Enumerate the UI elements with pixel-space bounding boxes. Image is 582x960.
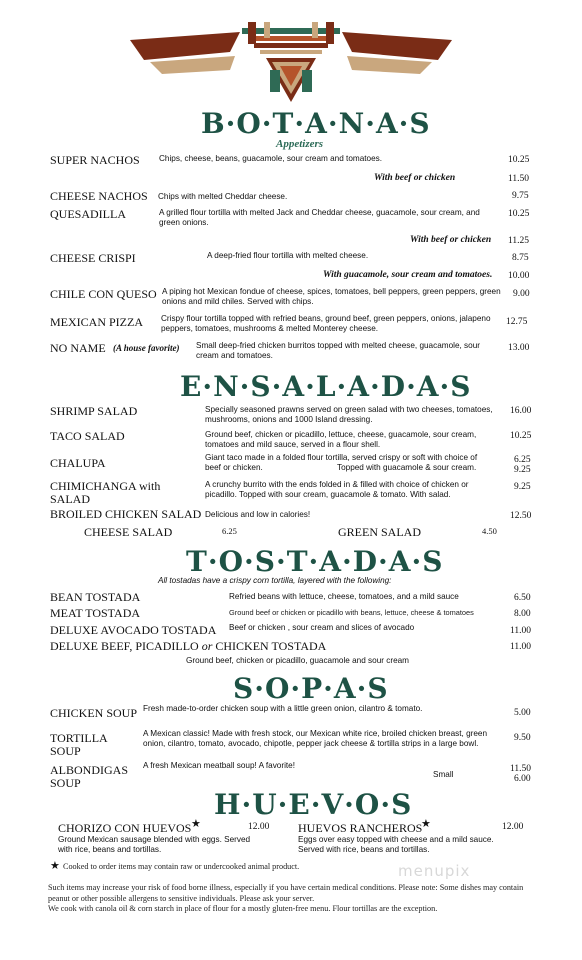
item-description: Fresh made-to-order chicken soup with a little green onion, cilantro & tomato. [143, 704, 423, 713]
item-description: A Mexican classic! Made with fresh stock, our Mexican white rice, broiled chicken breast, green onion, cilantro, tomato, avocado, chipotle, pepper jack cheese & tortilla strips in a large bowl. [143, 729, 488, 748]
item-name: QUESADILLA [50, 207, 126, 221]
item-description: Chips, cheese, beans, guacamole, sour cream and tomatoes. [159, 154, 383, 163]
item-description: Ground beef, chicken or picadillo, guacamole and sour cream [186, 656, 410, 665]
item-price: 8.00 [514, 609, 531, 619]
item-description: Giant taco made in a folded flour tortilla, served crispy or soft with choice of beef or chicken. [205, 453, 478, 472]
item-price: 12.75 [506, 317, 528, 327]
item-name: GREEN SALAD [338, 525, 421, 539]
item-price: 12.00 [248, 822, 270, 832]
item-price: 10.25 [508, 155, 530, 165]
section-title-ensaladas: E·N·S·A·L·A·D·A·S [180, 370, 472, 403]
item-price: 6.50 [514, 593, 531, 603]
star-icon: ★ [191, 818, 201, 830]
item-price: 11.00 [510, 642, 532, 652]
item-description: Delicious and low in calories! [205, 510, 311, 519]
item-description: Specially seasoned prawns served on green salad with two cheeses, tomatoes, mushrooms, onions and 1000 Island dressing. [205, 405, 493, 424]
item-price: 9.75 [512, 191, 529, 201]
item-price: 13.00 [508, 343, 530, 353]
item-name: DELUXE BEEF, PICADILLO or CHICKEN TOSTADA [50, 639, 327, 653]
item-description: Eggs over easy topped with cheese and a mild sauce. Served with rice, beans and tortillas. [298, 835, 494, 854]
item-name: CHEESE CRISPI [50, 251, 136, 265]
item-price: 11.50 [508, 174, 530, 184]
item-name: TACO SALAD [50, 429, 125, 443]
gluten-note: We cook with canola oil & corn starch in place of flour for a mostly gluten-free menu. Flour tortillas are the exception. [48, 904, 438, 913]
item-name: CHALUPA [50, 456, 106, 470]
item-description: Beef or chicken , sour cream and slices of avocado [229, 623, 415, 632]
item-price: 11.00 [510, 626, 532, 636]
item-name: NO NAME [50, 341, 106, 355]
item-name: DELUXE AVOCADO TOSTADA [50, 623, 217, 637]
item-option: With guacamole, sour cream and tomatoes. [323, 270, 493, 280]
item-name: MEXICAN PIZZA [50, 315, 143, 329]
item-name: SUPER NACHOS [50, 153, 140, 167]
item-name: CHEESE SALAD [84, 525, 173, 539]
item-price: 10.00 [508, 271, 530, 281]
item-price: 11.50 [510, 764, 532, 774]
section-title-huevos: H·U·E·V·O·S [214, 788, 413, 821]
star-icon: ★ [50, 860, 60, 872]
item-name-line2: SOUP [50, 776, 81, 790]
item-note: (A house favorite) [113, 343, 180, 353]
item-description: Ground beef or chicken or picadillo with beans, lettuce, cheese & tomatoes [229, 608, 474, 617]
section-title-tostadas: T·O·S·T·A·D·A·S [186, 545, 444, 578]
cooked-to-order-note: Cooked to order items may contain raw or undercooked animal product. [63, 862, 300, 871]
item-price: 8.75 [512, 253, 529, 263]
item-name: MEAT TOSTADA [50, 606, 141, 620]
item-price: 10.25 [508, 209, 530, 219]
star-icon: ★ [421, 818, 431, 830]
item-price-small: 6.00 [514, 774, 531, 784]
item-description: A grilled flour tortilla with melted Jack and Cheddar cheese, guacamole, sour cream, and green onions. [159, 208, 480, 227]
item-description: A crunchy burrito with the ends folded in & filled with choice of chicken or picadillo. Topped with sour cream, guacamole & tomato. With salad. [205, 480, 469, 499]
item-description: Crispy flour tortilla topped with refried beans, ground beef, green peppers, onions, jalapeno peppers, tomatoes, mushrooms & melted Monterey cheese. [161, 314, 491, 333]
section-subtitle-tostadas: All tostadas have a crispy corn tortilla, layered with the following: [158, 576, 392, 585]
item-price: 9.00 [513, 289, 530, 299]
item-option: With beef or chicken [374, 173, 456, 183]
item-description: A fresh Mexican meatball soup! A favorite! [143, 761, 296, 770]
item-name: TORTILLA [50, 731, 108, 745]
item-price: 6.25 [514, 455, 531, 465]
item-price: 6.25 [222, 526, 237, 536]
item-size: Small [433, 770, 454, 779]
item-price: 5.00 [514, 708, 531, 718]
item-price: 16.00 [510, 406, 532, 416]
item-price: 11.25 [508, 236, 530, 246]
item-price: 4.50 [482, 526, 497, 536]
item-description: Chips with melted Cheddar cheese. [158, 192, 288, 201]
item-description: Small deep-fried chicken burritos topped with melted cheese, guacamole, sour cream and tomatoes. [196, 341, 480, 360]
item-name: CHEESE NACHOS [50, 189, 148, 203]
item-price: 9.25 [514, 482, 531, 492]
item-name: SHRIMP SALAD [50, 404, 138, 418]
item-description: Ground Mexican sausage blended with eggs. Served with rice, beans and tortillas. [58, 835, 251, 854]
item-name: CHILE CON QUESO [50, 287, 157, 301]
item-price-extra: 9.25 [514, 465, 531, 475]
item-name: ALBONDIGAS [50, 763, 128, 777]
item-description-extra: Topped with guacamole & sour cream. [337, 463, 477, 472]
item-price: 12.00 [502, 822, 524, 832]
item-description: Ground beef, chicken or picadillo, lettuce, cheese, guacamole, sour cream, tomatoes and mild sauce, served in a flour shell. [205, 430, 477, 449]
item-name: CHORIZO CON HUEVOS [58, 821, 192, 835]
item-name: CHIMICHANGA with [50, 479, 161, 493]
health-warning: Such items may increase your risk of food borne illness, especially if you have certain medical conditions. Please note: Some dishes may contain peanut or other possible allergens to sensitive individuals. Please ask your server. [48, 883, 524, 903]
item-name: BROILED CHICKEN SALAD [50, 507, 202, 521]
item-price: 12.50 [510, 511, 532, 521]
item-name-line2: SALAD [50, 492, 91, 506]
item-option: With beef or chicken [410, 235, 492, 245]
item-price: 10.25 [510, 431, 532, 441]
item-description: Refried beans with lettuce, cheese, tomatoes, and a mild sauce [229, 592, 459, 601]
watermark: menupix [398, 862, 471, 880]
item-name: HUEVOS RANCHEROS [298, 821, 423, 835]
item-description: A piping hot Mexican fondue of cheese, spices, tomatoes, bell peppers, green peppers, green onions and mild chiles. Served with chips. [162, 287, 501, 306]
item-description: A deep-fried flour tortilla with melted cheese. [207, 251, 369, 260]
aztec-header-ornament [130, 22, 452, 106]
item-name-line2: SOUP [50, 744, 81, 758]
item-price: 9.50 [514, 733, 531, 743]
item-name: CHICKEN SOUP [50, 706, 138, 720]
item-name: BEAN TOSTADA [50, 590, 141, 604]
section-subtitle-appetizers: Appetizers [276, 138, 324, 150]
section-title-botanas: B·O·T·A·N·A·S [201, 107, 431, 140]
section-title-sopas: S·O·P·A·S [233, 672, 389, 705]
